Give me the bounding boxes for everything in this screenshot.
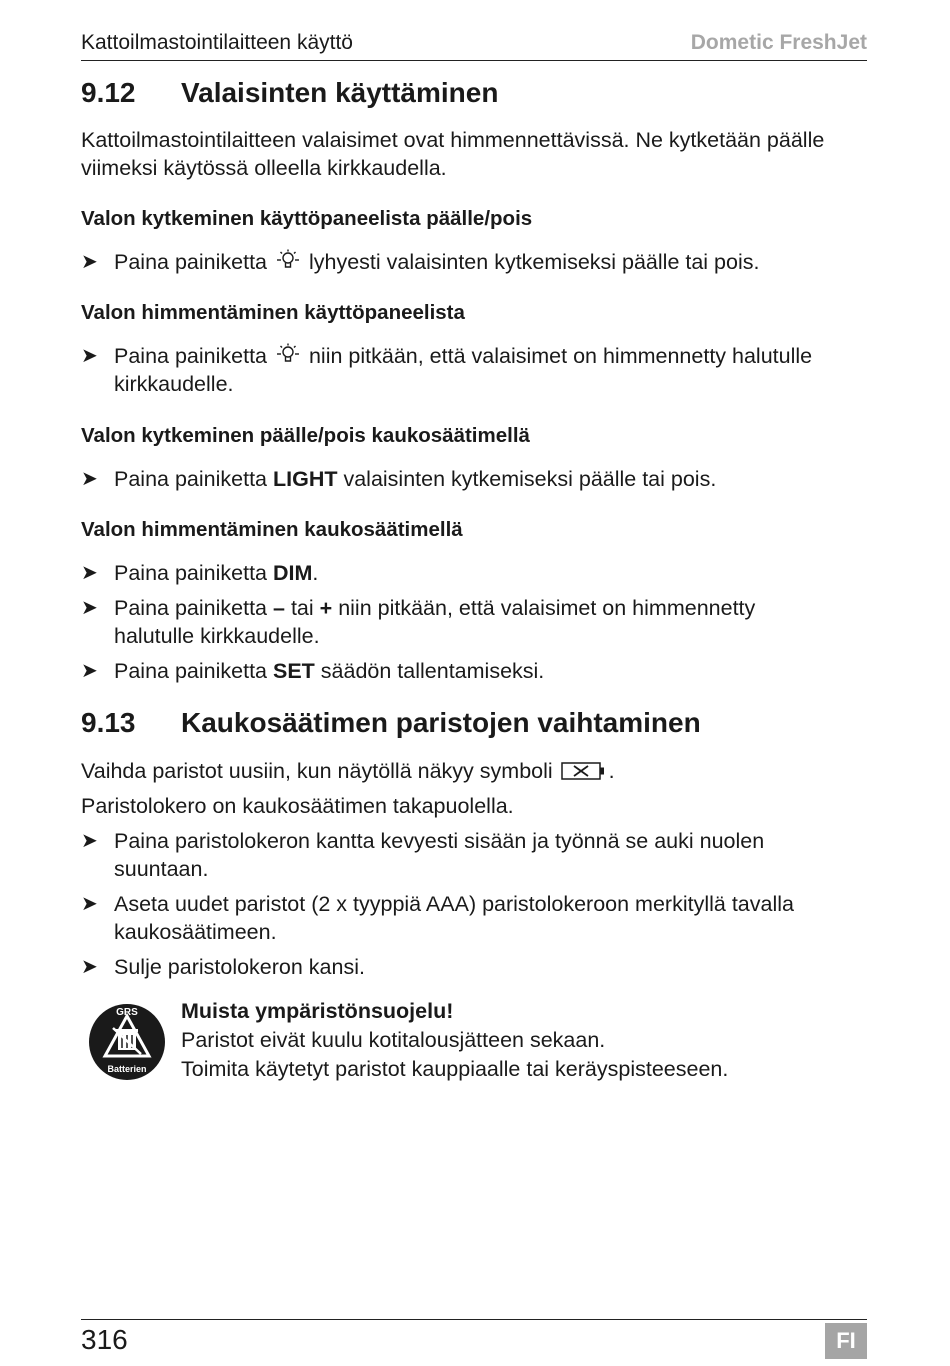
step-remote-switch [81, 465, 867, 493]
step-text: Paina painiketta [114, 659, 267, 683]
bullet-arrow: ➤ [81, 956, 98, 978]
step-text: Sulje paristolokeron kansi. [114, 955, 365, 979]
button-name: SET [272, 659, 315, 683]
step-text: kirkkaudelle. [114, 372, 234, 396]
bullet-arrow: ➤ [81, 830, 98, 852]
section-title-9-12 [81, 77, 498, 109]
bullet-arrow: ➤ [81, 345, 98, 367]
button-name: + [319, 596, 333, 620]
note-title: Muista ympäristönsuojelu! [181, 999, 454, 1023]
paragraph-text: Vaihda paristot uusiin, kun näytöllä näkyy symboli [81, 759, 553, 783]
step-battery-3 [81, 953, 867, 981]
step-text: Paina painiketta [114, 467, 267, 491]
button-name: LIGHT [272, 467, 338, 491]
step-text: suuntaan. [114, 857, 209, 881]
compartment-paragraph: Paristolokero on kaukosäätimen takapuolella. [81, 794, 514, 818]
step-panel-dim [81, 342, 867, 398]
bullet-arrow: ➤ [81, 251, 98, 273]
bullet-arrow: ➤ [81, 660, 98, 682]
section-heading: Valaisinten käyttäminen [181, 77, 499, 108]
step-text: halutulle kirkkaudelle. [114, 624, 320, 648]
step-text: Paina painiketta [114, 561, 267, 585]
button-name: DIM [272, 561, 313, 585]
grs-batterien-recycling-icon [87, 1002, 167, 1082]
subheading-remote-switch: Valon kytkeminen päälle/pois kaukosäätimellä [81, 424, 530, 447]
footer-divider [81, 1319, 867, 1320]
page-header [81, 28, 867, 61]
step-remote-dim-3 [81, 657, 867, 685]
step-text: niin pitkään, että valaisimet on himmennetty halutulle [308, 344, 813, 368]
subheading-remote-dim: Valon himmentäminen kaukosäätimellä [81, 518, 463, 541]
language-badge: FI [825, 1323, 867, 1359]
step-battery-1 [81, 827, 867, 883]
page-number: 316 [81, 1324, 128, 1355]
step-text: säädön tallentamiseksi. [320, 659, 545, 683]
step-battery-2 [81, 890, 867, 946]
step-text: tai [290, 596, 314, 620]
step-text: Paina paristolokeron kantta kevyesti sisään ja työnnä se auki nuolen [114, 829, 765, 853]
intro-paragraph: Kattoilmastointilaitteen valaisimet ovat himmennettävissä. Ne kytketään päälle viimeksi käytössä olleella kirkkaudella. [81, 128, 825, 180]
step-text: kaukosäätimeen. [114, 920, 277, 944]
subheading-panel-switch: Valon kytkeminen käyttöpaneelista päälle/pois [81, 207, 533, 230]
step-remote-dim-1 [81, 559, 867, 587]
bullet-arrow: ➤ [81, 893, 98, 915]
button-name: – [272, 596, 285, 620]
step-text: niin pitkään, että valaisimet on himmennetty [338, 596, 756, 620]
light-icon [275, 249, 301, 273]
section-number: 9.12 [81, 77, 136, 108]
step-text: valaisinten kytkemiseksi päälle tai pois. [343, 467, 717, 491]
battery-empty-icon [561, 760, 607, 782]
note-line-1: Paristot eivät kuulu kotitalousjätteen sekaan. [181, 1028, 606, 1052]
step-text: Aseta uudet paristot (2 x tyyppiä AAA) paristolokeroon merkityllä tavalla [114, 892, 794, 916]
logo-text-bottom: Batterien [107, 1064, 147, 1074]
step-text: lyhyesti valaisinten kytkemiseksi päälle tai pois. [308, 250, 760, 274]
section-title-9-13 [81, 707, 701, 739]
step-text: Paina painiketta [114, 596, 267, 620]
section-number: 9.13 [81, 707, 136, 738]
section-heading: Kaukosäätimen paristojen vaihtaminen [181, 707, 701, 738]
step-text: . [312, 561, 319, 585]
header-brand: Dometic FreshJet [690, 31, 867, 54]
step-text: Paina painiketta [114, 250, 267, 274]
note-line-2: Toimita käytetyt paristot kauppiaalle tai keräyspisteeseen. [181, 1057, 729, 1081]
bullet-arrow: ➤ [81, 597, 98, 619]
step-panel-switch [81, 248, 867, 276]
header-chapter: Kattoilmastointilaitteen käyttö [81, 31, 353, 54]
battery-symbol-paragraph [81, 757, 867, 785]
step-remote-dim-2 [81, 594, 867, 650]
bullet-arrow: ➤ [81, 468, 98, 490]
subheading-panel-dim: Valon himmentäminen käyttöpaneelista [81, 301, 465, 324]
bullet-arrow: ➤ [81, 562, 98, 584]
paragraph-text: . [608, 759, 615, 783]
logo-text-top: GRS [116, 1007, 138, 1018]
step-text: Paina painiketta [114, 344, 267, 368]
light-icon [275, 343, 301, 367]
